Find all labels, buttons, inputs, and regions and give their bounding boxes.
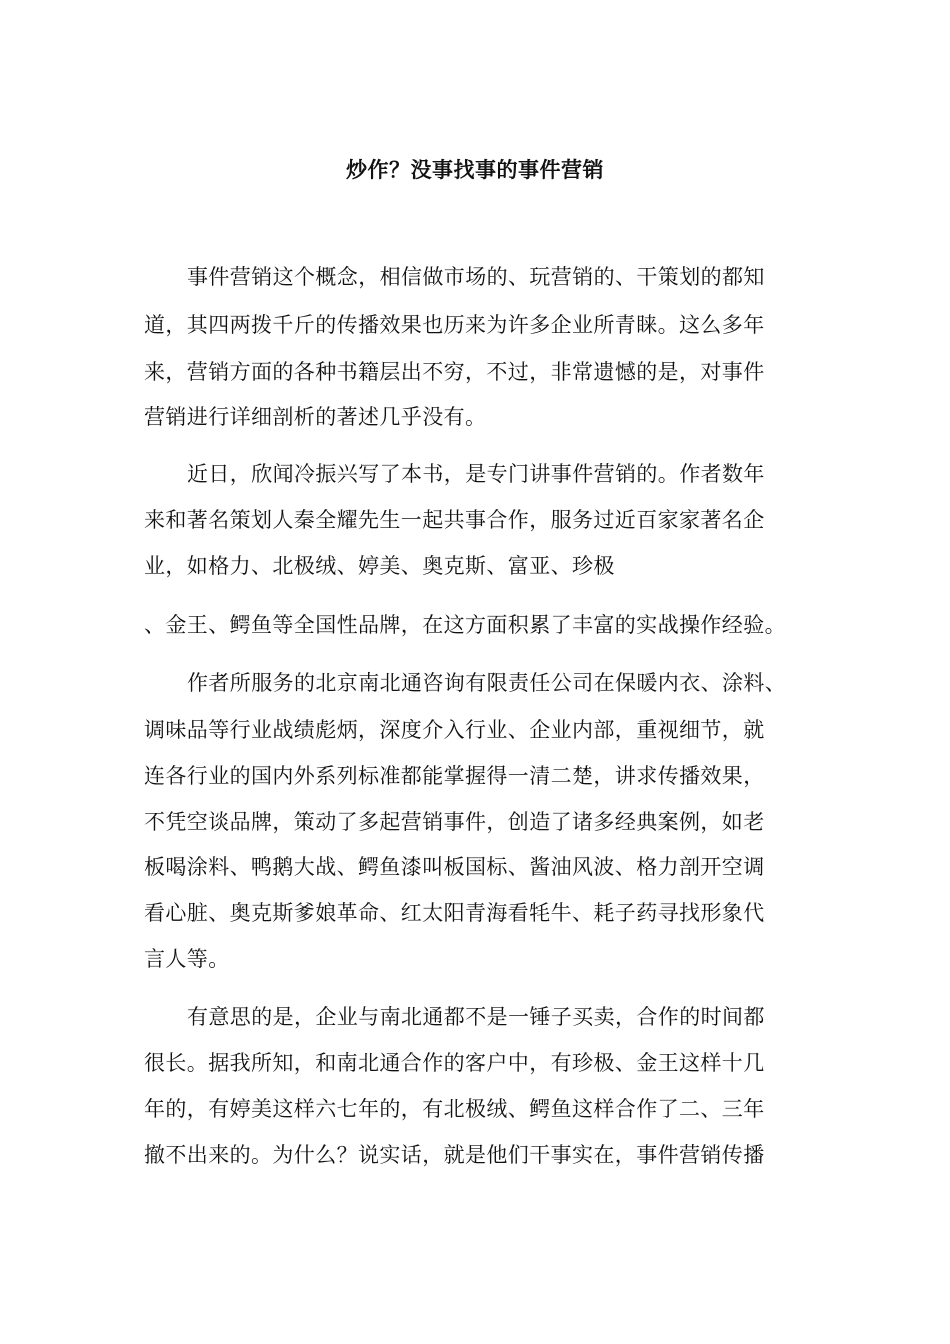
text-line: 很长。据我所知，和南北通合作的客户中，有珍极、金王这样十几 xyxy=(144,1051,765,1075)
text-line: 来和著名策划人秦全耀先生一起共事合作，服务过近百家家著名企 xyxy=(144,508,765,532)
text-line: 言人等。 xyxy=(144,947,230,971)
text-line: 、金王、鳄鱼等全国性品牌，在这方面积累了丰富的实战操作经验。 xyxy=(144,613,786,637)
text-line: 不凭空谈品牌，策动了多起营销事件，创造了诸多经典案例，如老 xyxy=(144,810,765,834)
text-line: 近日，欣闻冷振兴写了本书，是专门讲事件营销的。作者数年 xyxy=(187,462,765,486)
text-line: 业，如格力、北极绒、婷美、奥克斯、富亚、珍极 xyxy=(144,554,615,578)
text-line: 板喝涂料、鸭鹅大战、鳄鱼漆叫板国标、酱油风波、格力剖开空调 xyxy=(144,855,765,879)
text-line: 调味品等行业战绩彪炳，深度介入行业、企业内部，重视细节，就 xyxy=(144,718,765,742)
text-line: 有意思的是，企业与南北通都不是一锤子买卖，合作的时间都 xyxy=(187,1005,765,1029)
text-line: 看心脏、奥克斯爹娘革命、红太阳青海看牦牛、耗子药寻找形象代 xyxy=(144,901,765,925)
text-line: 营销进行详细剖析的著述几乎没有。 xyxy=(144,405,487,429)
text-line: 来，营销方面的各种书籍层出不穷，不过，非常遗憾的是，对事件 xyxy=(144,360,765,384)
text-line: 事件营销这个概念，相信做市场的、玩营销的、干策划的都知 xyxy=(187,265,765,289)
document-title: 炒作？没事找事的事件营销 xyxy=(346,157,604,182)
text-line: 年的，有婷美这样六七年的，有北极绒、鳄鱼这样合作了二、三年 xyxy=(144,1097,765,1121)
text-line: 作者所服务的北京南北通咨询有限责任公司在保暖内衣、涂料、 xyxy=(187,671,787,695)
text-line: 道，其四两拨千斤的传播效果也历来为许多企业所青睐。这么多年 xyxy=(144,313,765,337)
text-line: 撤不出来的。为什么？说实话，就是他们干事实在，事件营销传播 xyxy=(144,1143,765,1167)
text-line: 连各行业的国内外系列标准都能掌握得一清二楚，讲求传播效果， xyxy=(144,764,765,788)
